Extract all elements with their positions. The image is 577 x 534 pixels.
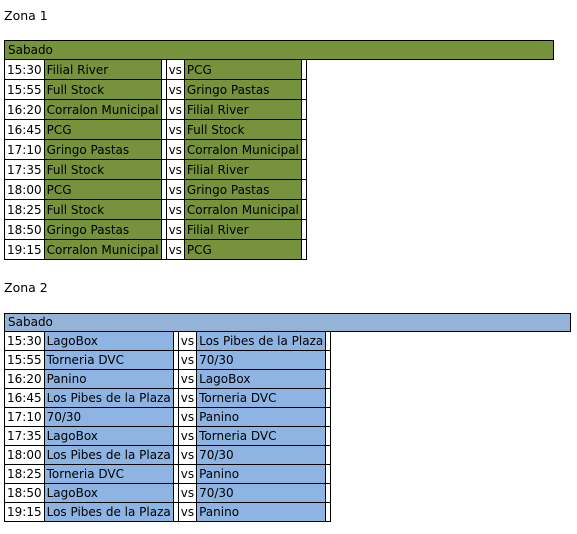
away-team: 70/30 bbox=[197, 484, 326, 503]
away-team: Corralon Municipal bbox=[184, 200, 301, 220]
match-row bbox=[5, 332, 331, 351]
vs-label: vs bbox=[178, 370, 196, 389]
home-team: Corralon Municipal bbox=[44, 100, 161, 120]
away-team: Panino bbox=[197, 503, 326, 522]
match-row bbox=[5, 351, 331, 370]
score-cell bbox=[326, 408, 331, 427]
home-team: Gringo Pastas bbox=[44, 220, 161, 240]
match-time: 18:50 bbox=[5, 220, 45, 240]
score-cell bbox=[301, 180, 306, 200]
home-team: PCG bbox=[44, 180, 161, 200]
away-team: Torneria DVC bbox=[197, 389, 326, 408]
score-cell bbox=[301, 120, 306, 140]
away-team: Corralon Municipal bbox=[184, 140, 301, 160]
match-time: 16:20 bbox=[5, 100, 45, 120]
match-row bbox=[5, 120, 307, 140]
home-team: Filial River bbox=[44, 60, 161, 80]
home-team: Los Pibes de la Plaza bbox=[44, 446, 173, 465]
score-cell bbox=[326, 351, 331, 370]
vs-label: vs bbox=[166, 240, 184, 260]
match-time: 18:25 bbox=[5, 200, 45, 220]
score-cell bbox=[301, 220, 306, 240]
zona-1-day-header: Sabado bbox=[4, 40, 554, 60]
match-time: 15:30 bbox=[5, 60, 45, 80]
home-team: LagoBox bbox=[44, 427, 173, 446]
match-row bbox=[5, 240, 307, 260]
match-time: 15:55 bbox=[5, 351, 45, 370]
away-team: PCG bbox=[184, 60, 301, 80]
home-team: 70/30 bbox=[44, 408, 173, 427]
vs-label: vs bbox=[166, 60, 184, 80]
away-team: Torneria DVC bbox=[197, 427, 326, 446]
match-time: 17:35 bbox=[5, 427, 45, 446]
score-cell bbox=[326, 465, 331, 484]
zona-2-day-header: Sabado bbox=[4, 313, 571, 332]
match-time: 18:00 bbox=[5, 446, 45, 465]
score-cell bbox=[326, 332, 331, 351]
away-team: Panino bbox=[197, 408, 326, 427]
score-cell bbox=[326, 446, 331, 465]
zona-2-title: Zona 2 bbox=[4, 280, 48, 295]
match-row bbox=[5, 446, 331, 465]
vs-label: vs bbox=[166, 100, 184, 120]
match-row bbox=[5, 200, 307, 220]
away-team: Gringo Pastas bbox=[184, 180, 301, 200]
home-team: Panino bbox=[44, 370, 173, 389]
match-row bbox=[5, 389, 331, 408]
home-team: Los Pibes de la Plaza bbox=[44, 503, 173, 522]
vs-label: vs bbox=[178, 351, 196, 370]
away-team: Filial River bbox=[184, 160, 301, 180]
match-time: 18:00 bbox=[5, 180, 45, 200]
vs-label: vs bbox=[166, 80, 184, 100]
score-cell bbox=[326, 389, 331, 408]
match-row bbox=[5, 370, 331, 389]
match-time: 17:10 bbox=[5, 408, 45, 427]
score-cell bbox=[301, 240, 306, 260]
score-cell bbox=[301, 60, 306, 80]
match-time: 17:10 bbox=[5, 140, 45, 160]
vs-label: vs bbox=[178, 332, 196, 351]
home-team: Torneria DVC bbox=[44, 351, 173, 370]
score-cell bbox=[326, 370, 331, 389]
match-time: 16:45 bbox=[5, 389, 45, 408]
match-time: 18:25 bbox=[5, 465, 45, 484]
away-team: Full Stock bbox=[184, 120, 301, 140]
score-cell bbox=[326, 427, 331, 446]
match-time: 17:35 bbox=[5, 160, 45, 180]
match-row bbox=[5, 220, 307, 240]
away-team: Filial River bbox=[184, 220, 301, 240]
away-team: Los Pibes de la Plaza bbox=[197, 332, 326, 351]
home-team: Torneria DVC bbox=[44, 465, 173, 484]
match-row bbox=[5, 427, 331, 446]
away-team: 70/30 bbox=[197, 351, 326, 370]
home-team: Full Stock bbox=[44, 200, 161, 220]
match-time: 16:45 bbox=[5, 120, 45, 140]
home-team: PCG bbox=[44, 120, 161, 140]
match-row bbox=[5, 484, 331, 503]
match-row bbox=[5, 465, 331, 484]
away-team: PCG bbox=[184, 240, 301, 260]
score-cell bbox=[301, 140, 306, 160]
away-team: Filial River bbox=[184, 100, 301, 120]
match-time: 19:15 bbox=[5, 240, 45, 260]
vs-label: vs bbox=[178, 427, 196, 446]
away-team: LagoBox bbox=[197, 370, 326, 389]
match-row bbox=[5, 180, 307, 200]
match-time: 18:50 bbox=[5, 484, 45, 503]
home-team: Full Stock bbox=[44, 160, 161, 180]
score-cell bbox=[326, 484, 331, 503]
vs-label: vs bbox=[166, 200, 184, 220]
score-cell bbox=[326, 503, 331, 522]
match-row bbox=[5, 60, 307, 80]
vs-label: vs bbox=[178, 408, 196, 427]
home-team: Los Pibes de la Plaza bbox=[44, 389, 173, 408]
vs-label: vs bbox=[178, 465, 196, 484]
zona-1-title: Zona 1 bbox=[4, 8, 48, 23]
vs-label: vs bbox=[178, 446, 196, 465]
match-row bbox=[5, 100, 307, 120]
match-row bbox=[5, 140, 307, 160]
score-cell bbox=[301, 160, 306, 180]
zona-2-table bbox=[4, 331, 331, 522]
vs-label: vs bbox=[166, 220, 184, 240]
zona-1-table bbox=[4, 59, 307, 260]
vs-label: vs bbox=[166, 180, 184, 200]
score-cell bbox=[301, 100, 306, 120]
home-team: LagoBox bbox=[44, 332, 173, 351]
home-team: Corralon Municipal bbox=[44, 240, 161, 260]
match-time: 15:55 bbox=[5, 80, 45, 100]
match-time: 19:15 bbox=[5, 503, 45, 522]
score-cell bbox=[301, 200, 306, 220]
home-team: Full Stock bbox=[44, 80, 161, 100]
vs-label: vs bbox=[178, 503, 196, 522]
match-row bbox=[5, 503, 331, 522]
match-time: 16:20 bbox=[5, 370, 45, 389]
away-team: Panino bbox=[197, 465, 326, 484]
away-team: 70/30 bbox=[197, 446, 326, 465]
home-team: LagoBox bbox=[44, 484, 173, 503]
vs-label: vs bbox=[166, 120, 184, 140]
score-cell bbox=[301, 80, 306, 100]
match-row bbox=[5, 160, 307, 180]
match-row bbox=[5, 408, 331, 427]
vs-label: vs bbox=[166, 160, 184, 180]
away-team: Gringo Pastas bbox=[184, 80, 301, 100]
match-row bbox=[5, 80, 307, 100]
vs-label: vs bbox=[166, 140, 184, 160]
home-team: Gringo Pastas bbox=[44, 140, 161, 160]
vs-label: vs bbox=[178, 484, 196, 503]
match-time: 15:30 bbox=[5, 332, 45, 351]
vs-label: vs bbox=[178, 389, 196, 408]
